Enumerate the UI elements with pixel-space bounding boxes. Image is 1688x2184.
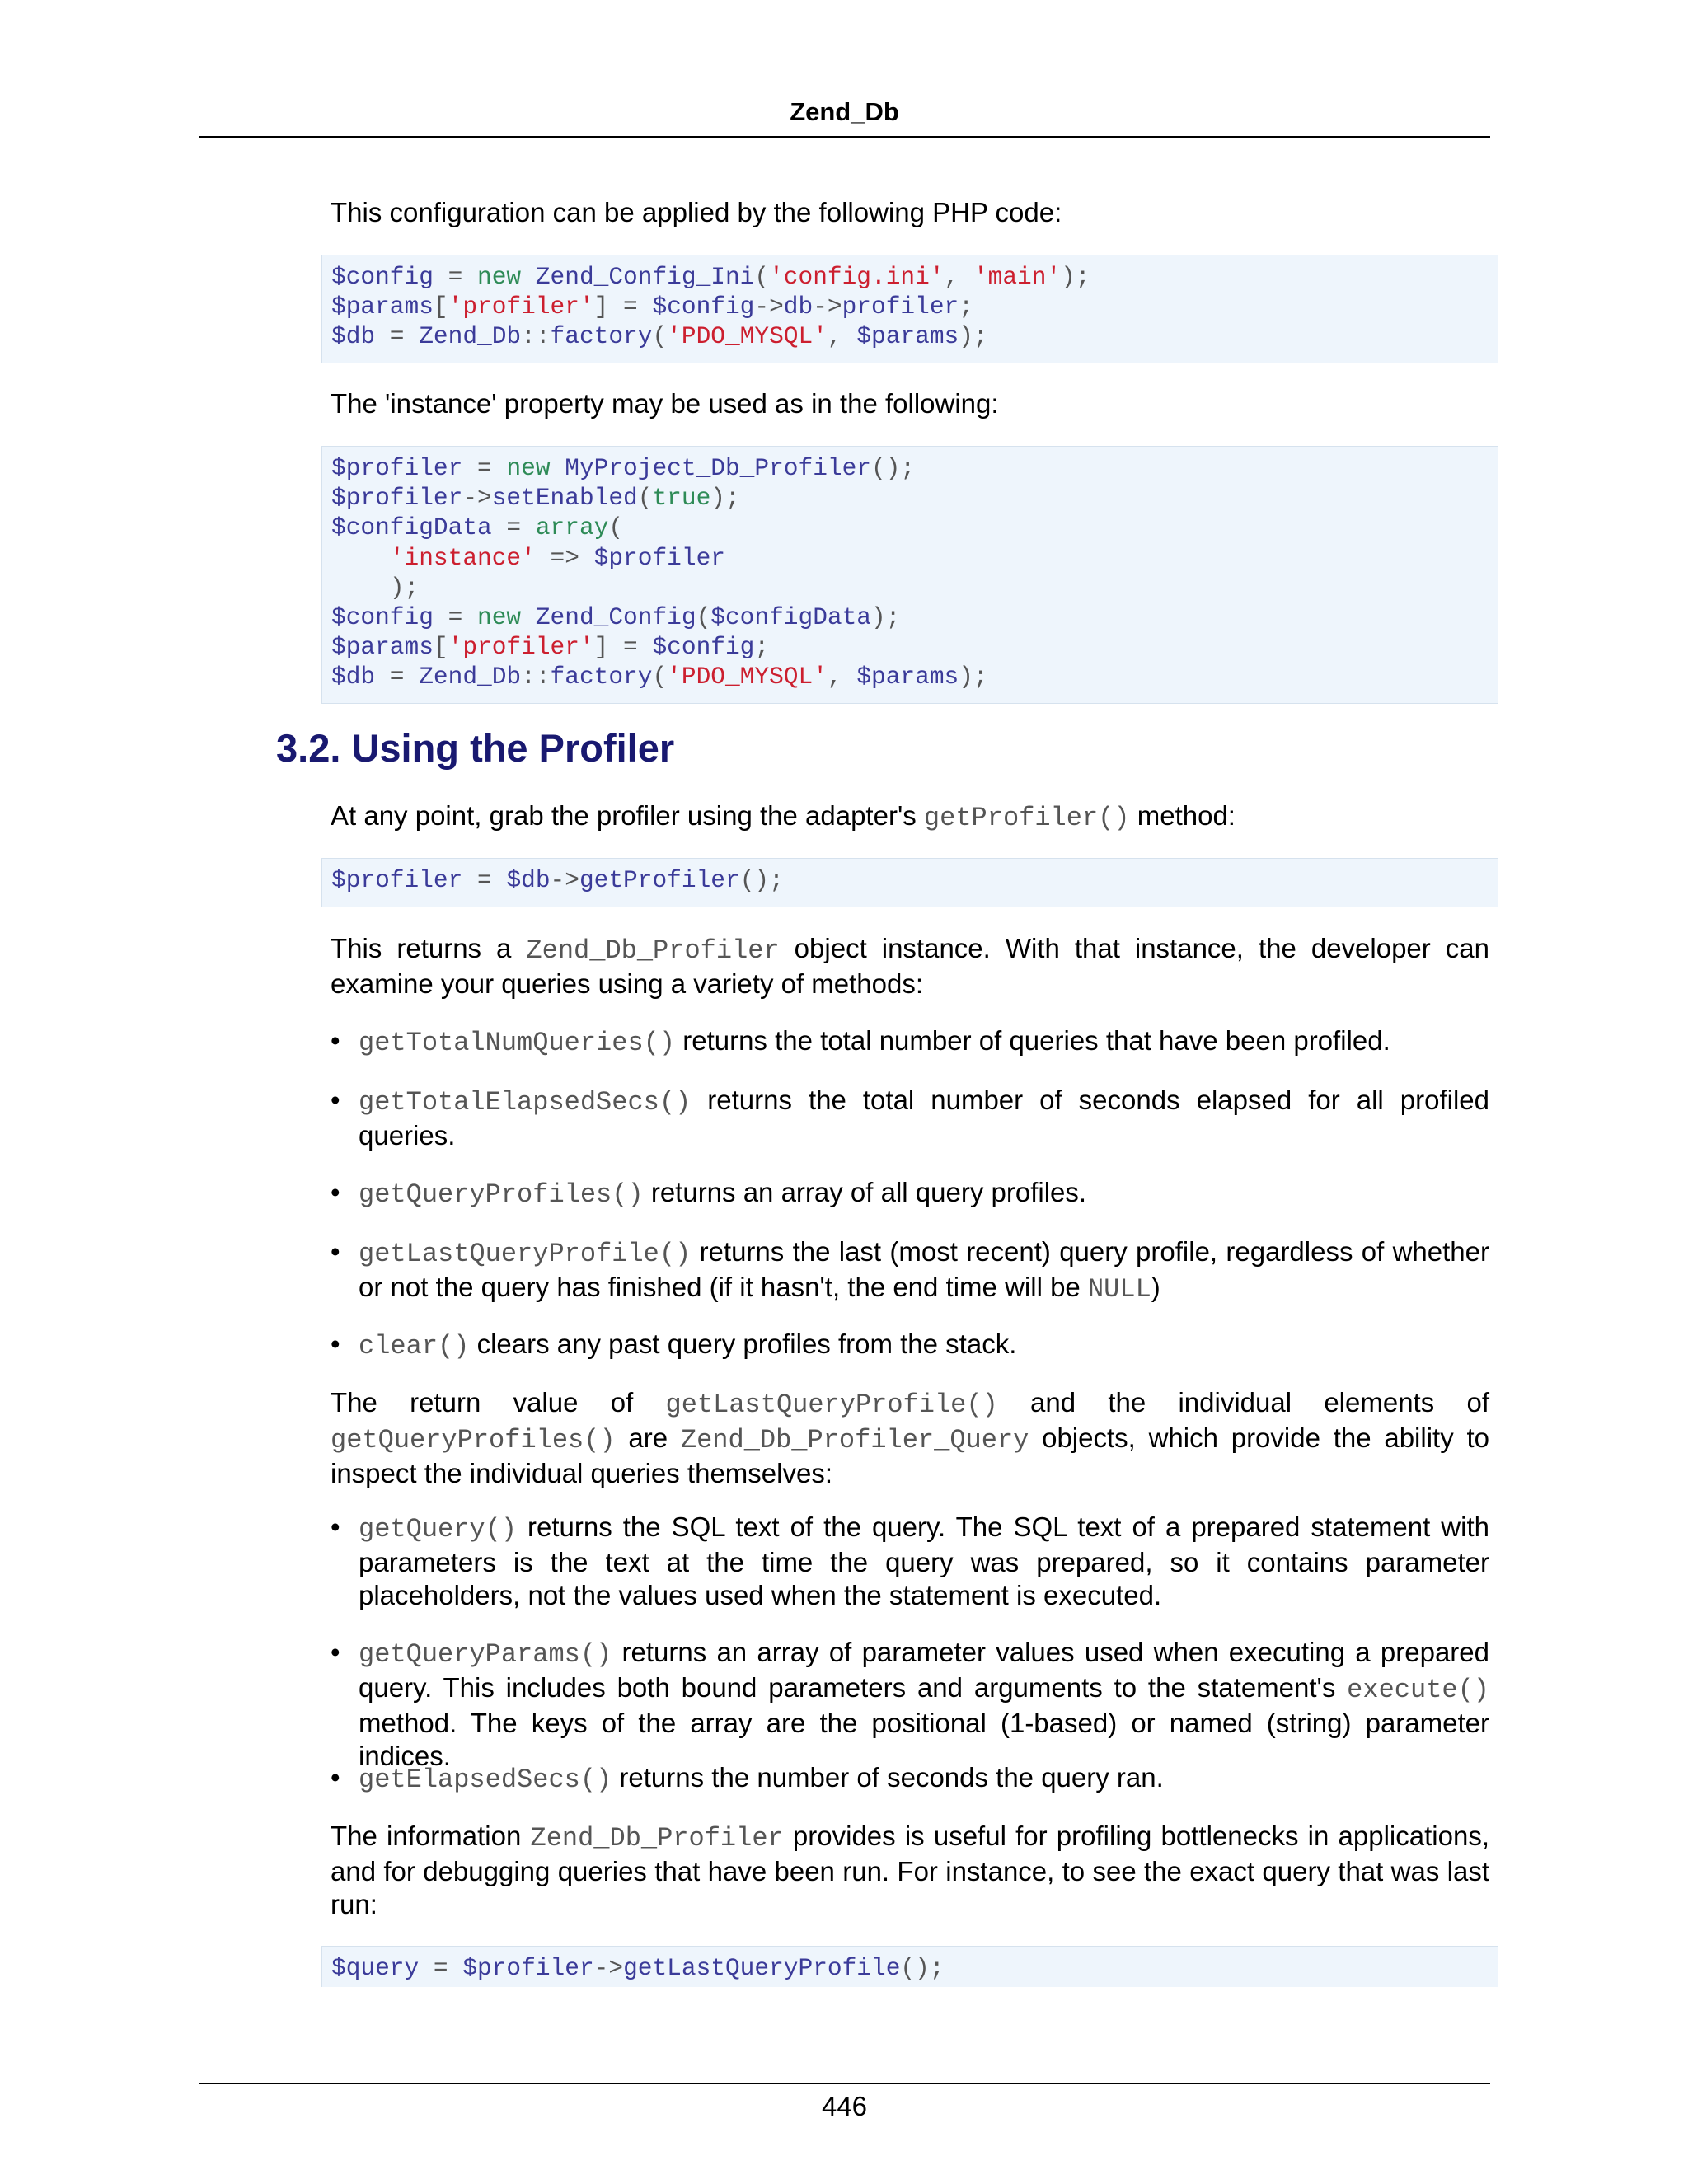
code-line: $profiler = $db->getProfiler();: [331, 866, 784, 894]
bullet-icon: •: [331, 1637, 340, 1667]
inline-code: Zend_Db_Profiler: [526, 935, 780, 966]
code-line: );: [389, 573, 420, 602]
bullet-icon: •: [331, 1025, 340, 1056]
returns-paragraph: This returns a Zend_Db_Profiler object instance. With that instance, the developer can examine your queries using a variety of methods:: [331, 933, 1489, 999]
code-block-instance: [321, 446, 1498, 704]
footer-rule: [199, 2083, 1490, 2084]
inline-code: getProfiler(): [923, 803, 1130, 833]
code-line: 'instance' => $profiler: [389, 543, 725, 572]
inline-code: Zend_Db_Profiler_Query: [680, 1425, 1029, 1455]
code-line: $query = $profiler->getLastQueryProfile();: [331, 1954, 945, 1982]
intro-paragraph: This configuration can be applied by the following PHP code:: [331, 197, 1062, 227]
code-line: $config = new Zend_Config_Ini('config.ini', 'main');: [331, 263, 1090, 291]
bullet-icon: •: [331, 1085, 340, 1115]
code-block-get-profiler: [321, 858, 1498, 907]
bullet-icon: •: [331, 1762, 340, 1793]
code-line: $params['profiler'] = $config->db->profiler;: [331, 293, 973, 321]
section-title: 3.2. Using the Profiler: [276, 726, 675, 770]
bullet-icon: •: [331, 1177, 340, 1207]
info-paragraph: The information Zend_Db_Profiler provides is useful for profiling bottlenecks in applications, and for debugging queries that have been run. For instance, to see the exact query that was last run:: [331, 1821, 1489, 1919]
inline-code: Zend_Db_Profiler: [530, 1823, 784, 1854]
grab-profiler-paragraph: At any point, grab the profiler using the adapter's getProfiler() method:: [331, 800, 1236, 833]
instance-paragraph: The 'instance' property may be used as in the following:: [331, 388, 999, 419]
code-block-config-ini: [321, 255, 1498, 363]
code-line: $config = new Zend_Config($configData);: [331, 603, 901, 632]
inline-code: getQueryProfiles(): [331, 1425, 616, 1455]
code-line: $db = Zend_Db::factory('PDO_MYSQL', $params);: [331, 663, 988, 691]
code-line: $profiler->setEnabled(true);: [331, 484, 740, 513]
return-value-paragraph: The return value of getLastQueryProfile() and the individual elements of getQueryProfiles() are Zend_Db_Profiler_Query objects, which provide the ability to inspect the individual queries themselves:: [331, 1387, 1490, 1488]
bullet-icon: •: [331, 1511, 340, 1542]
bullet-icon: •: [331, 1236, 340, 1267]
code-line: $params['profiler'] = $config;: [331, 633, 770, 662]
inline-code: getLastQueryProfile(): [665, 1390, 998, 1420]
code-line: $configData = array(: [331, 513, 624, 542]
code-block-last-query: [321, 1946, 1498, 1987]
page-header: Zend_Db: [790, 97, 899, 126]
code-line: $profiler = new MyProject_Db_Profiler();: [331, 454, 916, 482]
page-number: 446: [821, 2091, 868, 2121]
code-line: $db = Zend_Db::factory('PDO_MYSQL', $params);: [331, 322, 988, 351]
header-rule: [199, 136, 1490, 138]
bullet-icon: •: [331, 1329, 340, 1359]
